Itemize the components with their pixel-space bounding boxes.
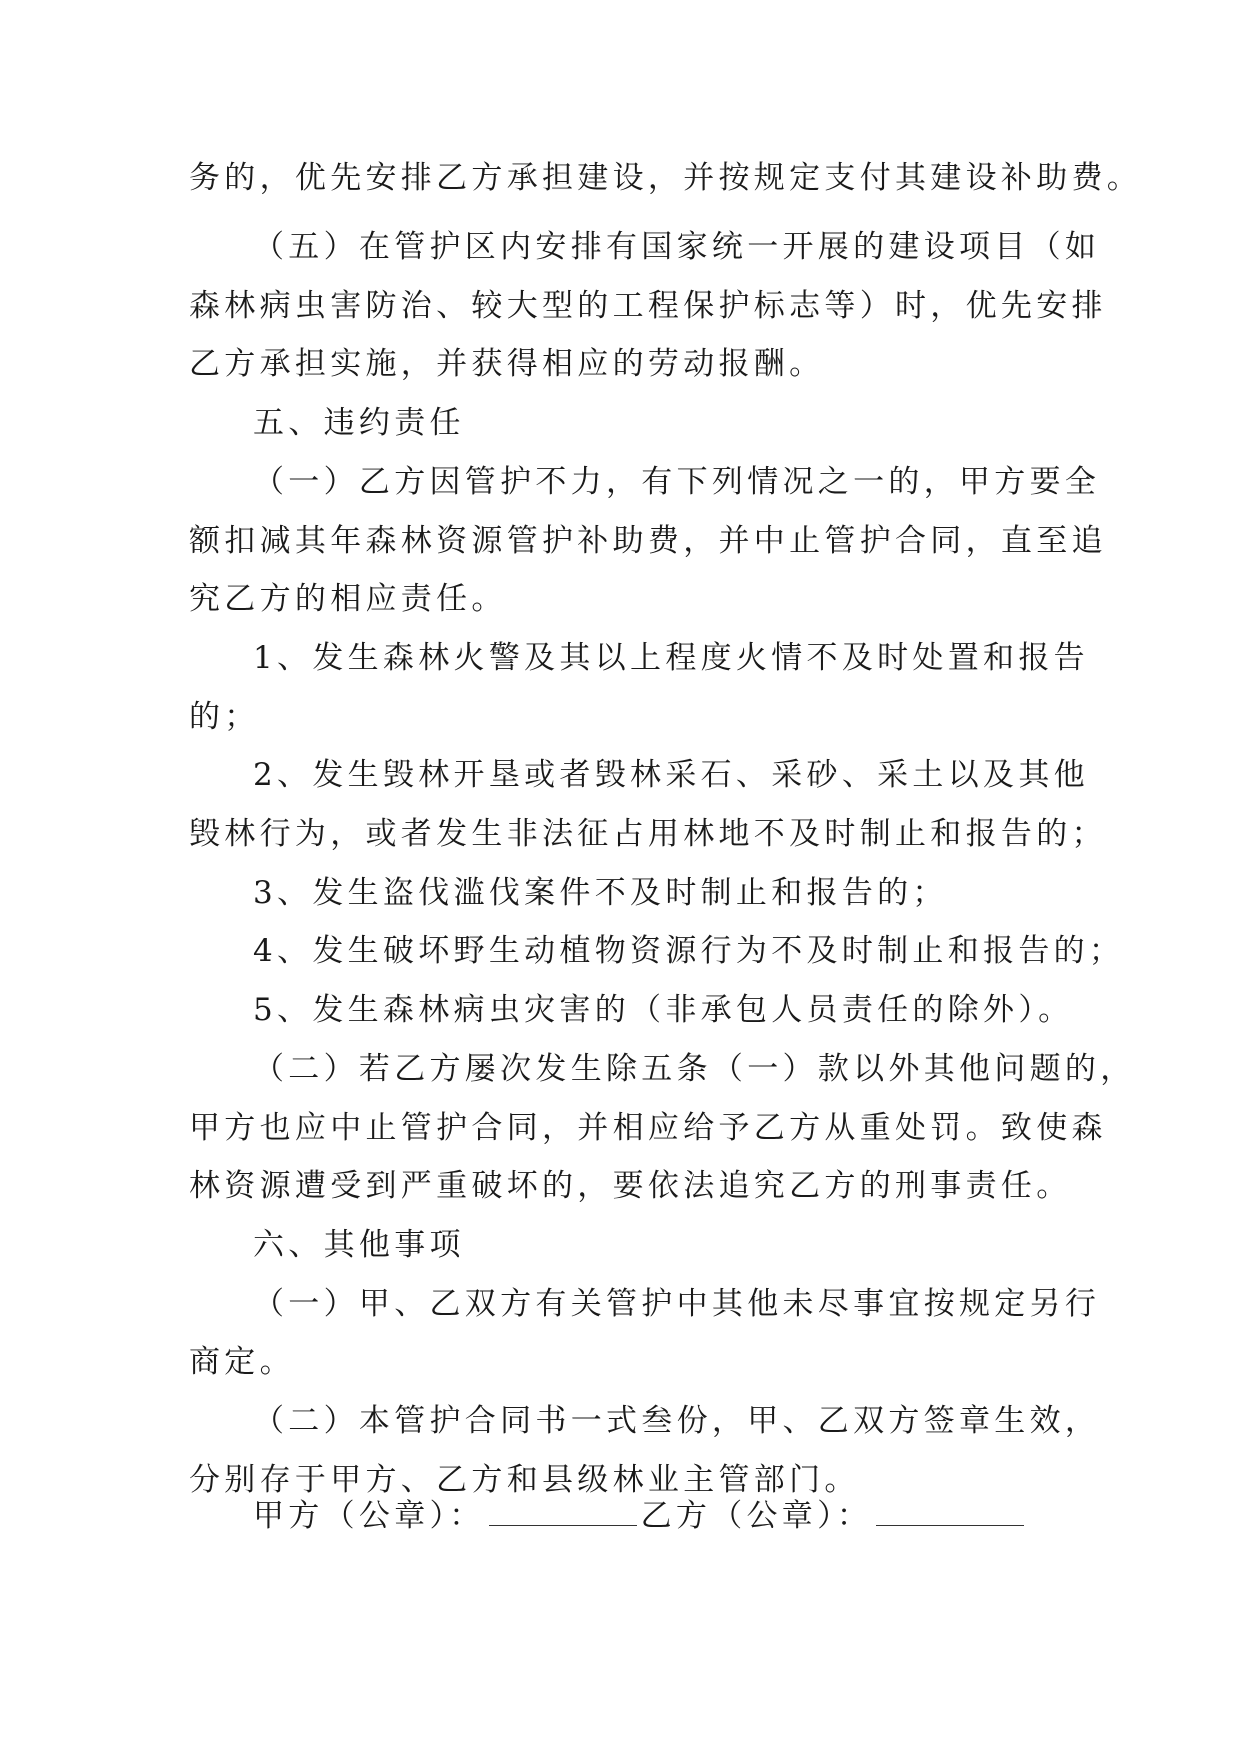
paragraph-line: 分别存于甲方、乙方和县级林业主管部门。 <box>189 1462 860 1498</box>
paragraph-line: 林资源遭受到严重破坏的，要依法追究乙方的刑事责任。 <box>189 1168 1072 1204</box>
paragraph-line: （二）本管护合同书一式叁份，甲、乙双方签章生效， <box>253 1403 1101 1439</box>
party-a-seal-blank[interactable] <box>489 1497 637 1526</box>
paragraph-line: （一）甲、乙双方有关管护中其他未尽事宜按规定另行 <box>253 1286 1101 1322</box>
paragraph-line: （五）在管护区内安排有国家统一开展的建设项目（如 <box>253 229 1101 265</box>
paragraph-line: 的； <box>189 699 260 735</box>
section-heading: 五、违约责任 <box>253 405 465 441</box>
paragraph-line: 森林病虫害防治、较大型的工程保护标志等）时，优先安排 <box>189 288 1107 324</box>
signature-row <box>253 1496 1028 1536</box>
paragraph-line: （一）乙方因管护不力，有下列情况之一的，甲方要全 <box>253 464 1101 500</box>
party-b-seal-label: 乙方（公章）： <box>640 1498 873 1534</box>
paragraph-line: 务的，优先安排乙方承担建设，并按规定支付其建设补助费。 <box>189 160 1143 196</box>
list-item: 5、发生森林病虫灾害的（非承包人员责任的除外）。 <box>253 992 1074 1028</box>
paragraph-line: （二）若乙方屡次发生除五条（一）款以外其他问题的， <box>253 1051 1136 1087</box>
section-heading: 六、其他事项 <box>253 1227 465 1263</box>
paragraph-line: 额扣减其年森林资源管护补助费，并中止管护合同，直至追 <box>189 523 1107 559</box>
list-item: 3、发生盗伐滥伐案件不及时制止和报告的； <box>253 875 948 911</box>
party-a-seal-label: 甲方（公章）： <box>253 1498 485 1534</box>
paragraph-line: 甲方也应中止管护合同，并相应给予乙方从重处罚。致使森 <box>189 1110 1107 1146</box>
list-item: 1、发生森林火警及其以上程度火情不及时处置和报告 <box>253 640 1089 676</box>
paragraph-line: 究乙方的相应责任。 <box>189 581 507 617</box>
paragraph-line: 毁林行为，或者发生非法征占用林地不及时制止和报告的； <box>189 816 1107 852</box>
party-b-seal-blank[interactable] <box>876 1497 1024 1526</box>
list-item: 4、发生破坏野生动植物资源行为不及时制止和报告的； <box>253 933 1125 969</box>
paragraph-line: 乙方承担实施，并获得相应的劳动报酬。 <box>189 346 825 382</box>
list-item: 2、发生毁林开垦或者毁林采石、采砂、采土以及其他 <box>253 757 1089 793</box>
paragraph-line: 商定。 <box>189 1344 295 1380</box>
